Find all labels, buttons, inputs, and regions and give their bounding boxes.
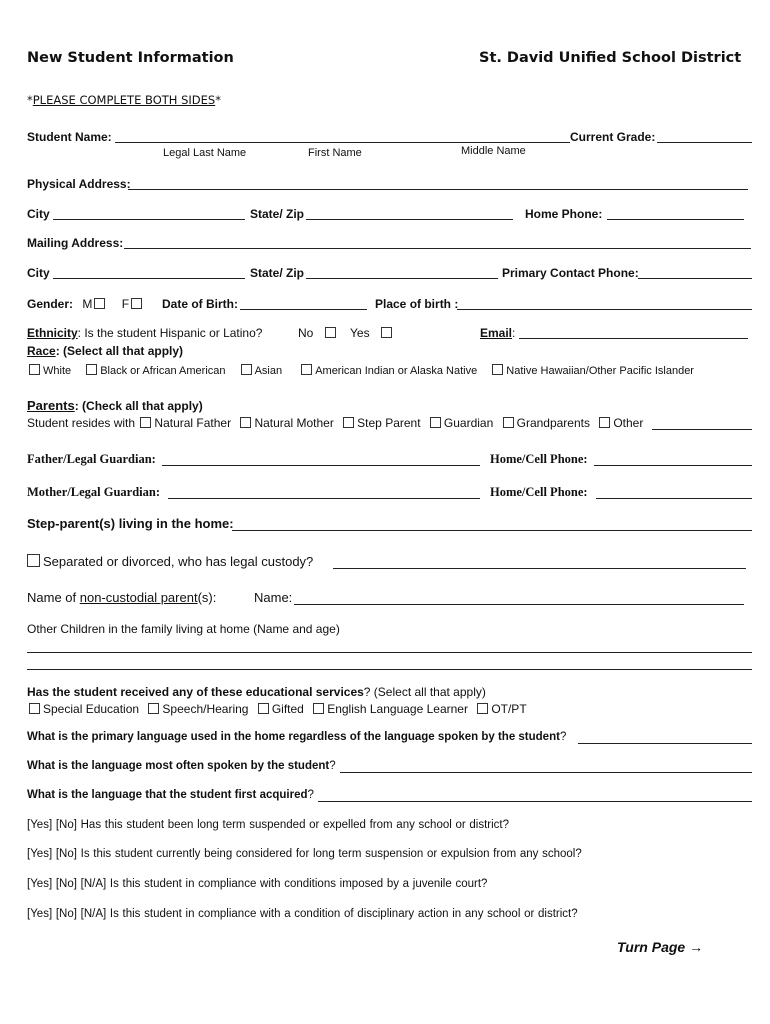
- home-phone-label: Home Phone:: [525, 207, 603, 221]
- gender-label: Gender:: [27, 297, 74, 311]
- state-zip2-field[interactable]: [306, 278, 498, 279]
- mailing-address-label: Mailing Address:: [27, 236, 124, 250]
- sub-middle-name: Middle Name: [461, 145, 526, 157]
- special-education-checkbox[interactable]: [29, 703, 40, 714]
- language-q2-text: What is the language most often spoken by the student: [27, 760, 330, 772]
- father-field[interactable]: [162, 465, 480, 466]
- discipline-q1: [Yes] [No] Has this student been long term suspended or expelled from any school or district?: [27, 819, 510, 831]
- race-option: Black or African American: [100, 365, 226, 377]
- parent-option: Guardian: [443, 416, 494, 430]
- parent-option: Grandparents: [516, 416, 590, 430]
- state-zip2-label: State/ Zip: [250, 266, 305, 280]
- mailing-address-field[interactable]: [124, 248, 751, 249]
- state-zip-field[interactable]: [306, 219, 513, 220]
- race-hawaiian-checkbox[interactable]: [492, 364, 503, 375]
- other-children-field-2[interactable]: [27, 669, 752, 670]
- ethnicity-no-label: No: [298, 326, 314, 340]
- noncustodial-name-field[interactable]: [294, 604, 744, 605]
- race-black-checkbox[interactable]: [86, 364, 97, 375]
- dob-field[interactable]: [240, 309, 367, 310]
- resides-row: [27, 416, 643, 430]
- gender-f-checkbox[interactable]: [131, 298, 142, 309]
- language-q1-field[interactable]: [578, 743, 752, 744]
- step-parent-checkbox[interactable]: [343, 417, 354, 428]
- city2-field[interactable]: [53, 278, 245, 279]
- ethnicity-row: [27, 326, 262, 340]
- service-option: Special Education: [43, 702, 140, 716]
- language-q1: [27, 731, 566, 743]
- physical-address-label: Physical Address:: [27, 177, 131, 191]
- language-q3-field[interactable]: [318, 801, 752, 802]
- separated-checkbox[interactable]: [27, 554, 40, 567]
- ot-pt-checkbox[interactable]: [477, 703, 488, 714]
- gender-m-label: M: [82, 297, 93, 311]
- primary-phone-field[interactable]: [638, 278, 752, 279]
- language-q2-field[interactable]: [340, 772, 752, 773]
- ethnicity-label: Ethnicity: [27, 326, 78, 340]
- discipline-q2: [Yes] [No] Is this student currently being considered for long term suspension or expulsion from any school?: [27, 848, 582, 860]
- state-zip-label: State/ Zip: [250, 207, 305, 221]
- race-label: Race: [27, 344, 56, 358]
- race-row: [27, 344, 183, 358]
- home-cell-2-label: Home/Cell Phone:: [490, 485, 588, 499]
- service-option: Speech/Hearing: [162, 702, 249, 716]
- parents-row: [27, 398, 203, 413]
- ethnicity-no-checkbox[interactable]: [325, 327, 336, 338]
- email-label: Email: [480, 326, 513, 340]
- pob-field[interactable]: [457, 309, 752, 310]
- language-q2-end: ?: [329, 760, 336, 772]
- language-q3: [27, 789, 314, 801]
- parent-option: Step Parent: [357, 416, 421, 430]
- stepparent-label: Step-parent(s) living in the home:: [27, 516, 234, 531]
- speech-hearing-checkbox[interactable]: [148, 703, 159, 714]
- service-option: Gifted: [271, 702, 304, 716]
- race-option: Asian: [254, 365, 283, 377]
- language-q1-text: What is the primary language used in the home regardless of the language spoken by the student: [27, 731, 560, 743]
- mother-label: Mother/Legal Guardian:: [27, 485, 160, 499]
- primary-phone-label: Primary Contact Phone:: [502, 266, 639, 280]
- custody-field[interactable]: [333, 568, 746, 569]
- home-cell-1-field[interactable]: [594, 465, 752, 466]
- services-row: [27, 685, 486, 699]
- turn-page: Turn Page →: [617, 939, 704, 955]
- grade-field[interactable]: [657, 142, 752, 143]
- notice: [27, 93, 221, 107]
- ell-checkbox[interactable]: [313, 703, 324, 714]
- noncustodial-label: non-custodial parent: [79, 590, 198, 605]
- other-children-field-1[interactable]: [27, 652, 752, 653]
- language-q3-end: ?: [307, 789, 314, 801]
- natural-mother-checkbox[interactable]: [240, 417, 251, 428]
- race-option: American Indian or Alaska Native: [315, 365, 478, 377]
- race-american-indian-checkbox[interactable]: [301, 364, 312, 375]
- gifted-checkbox[interactable]: [258, 703, 269, 714]
- separated-label: Separated or divorced, who has legal custody?: [43, 554, 314, 569]
- notice-prefix: *: [27, 93, 33, 107]
- service-option: OT/PT: [491, 702, 527, 716]
- services-question: Has the student received any of these educational services: [27, 685, 364, 699]
- page-title: New Student Information: [27, 50, 234, 66]
- sub-last-name: Legal Last Name: [163, 147, 247, 159]
- sub-first-name: First Name: [308, 147, 362, 159]
- race-option: White: [43, 365, 72, 377]
- ethnicity-yes-label: Yes: [350, 326, 370, 340]
- language-q2: [27, 760, 336, 772]
- other-field[interactable]: [652, 429, 752, 430]
- student-name-label: Student Name:: [27, 130, 112, 144]
- race-white-checkbox[interactable]: [29, 364, 40, 375]
- city2-label: City: [27, 266, 50, 280]
- race-option: Native Hawaiian/Other Pacific Islander: [506, 365, 694, 377]
- physical-address-field[interactable]: [128, 189, 748, 190]
- noncustodial-prefix: Name of: [27, 590, 80, 605]
- home-cell-1-label: Home/Cell Phone:: [490, 452, 588, 466]
- language-q3-text: What is the language that the student first acquired: [27, 789, 308, 801]
- parent-option: Natural Father: [154, 416, 232, 430]
- gender-row: [27, 297, 145, 311]
- dob-label: Date of Birth:: [162, 297, 238, 311]
- ethnicity-yes-checkbox[interactable]: [381, 327, 392, 338]
- email-field[interactable]: [519, 338, 748, 339]
- noncustodial-name-label: Name:: [254, 590, 293, 605]
- father-label: Father/Legal Guardian:: [27, 452, 156, 466]
- services-hint: ? (Select all that apply): [363, 685, 486, 699]
- race-options: [27, 364, 694, 377]
- district-name: St. David Unified School District: [479, 50, 742, 66]
- ethnicity-options: [298, 326, 395, 340]
- resides-label: Student resides with: [27, 416, 136, 430]
- city-field[interactable]: [53, 219, 245, 220]
- home-cell-2-field[interactable]: [596, 498, 752, 499]
- separated-row: [27, 554, 313, 569]
- grandparents-checkbox[interactable]: [503, 417, 514, 428]
- parents-hint: : (Check all that apply): [74, 399, 203, 413]
- parents-label: Parents: [27, 398, 75, 413]
- pob-label: Place of birth :: [375, 297, 459, 311]
- discipline-q4: [Yes] [No] [N/A] Is this student in compliance with a condition of disciplinary action in any school or district?: [27, 908, 578, 920]
- notice-suffix: *: [215, 93, 221, 107]
- other-checkbox[interactable]: [599, 417, 610, 428]
- other-children-label: Other Children in the family living at home (Name and age): [27, 622, 340, 636]
- notice-text: PLEASE COMPLETE BOTH SIDES: [32, 93, 216, 107]
- race-hint: : (Select all that apply): [55, 344, 184, 358]
- noncustodial-row: [27, 590, 216, 605]
- natural-father-checkbox[interactable]: [140, 417, 151, 428]
- gender-f-label: F: [121, 297, 130, 311]
- ethnicity-question: : Is the student Hispanic or Latino?: [77, 326, 263, 340]
- grade-label: Current Grade:: [570, 130, 656, 144]
- email-row: Email:: [480, 326, 516, 340]
- student-name-field[interactable]: [115, 142, 570, 143]
- home-phone-field[interactable]: [607, 219, 744, 220]
- discipline-q3: [Yes] [No] [N/A] Is this student in compliance with conditions imposed by a juvenile court?: [27, 878, 488, 890]
- race-asian-checkbox[interactable]: [241, 364, 252, 375]
- noncustodial-suffix: (s):: [197, 590, 217, 605]
- parent-option: Natural Mother: [254, 416, 334, 430]
- services-options: [27, 702, 527, 716]
- language-q1-end: ?: [559, 731, 567, 743]
- mother-field[interactable]: [168, 498, 480, 499]
- stepparent-field[interactable]: [232, 530, 752, 531]
- city-label: City: [27, 207, 50, 221]
- gender-m-checkbox[interactable]: [94, 298, 105, 309]
- guardian-checkbox[interactable]: [430, 417, 441, 428]
- parent-option: Other: [613, 416, 644, 430]
- service-option: English Language Learner: [327, 702, 468, 716]
